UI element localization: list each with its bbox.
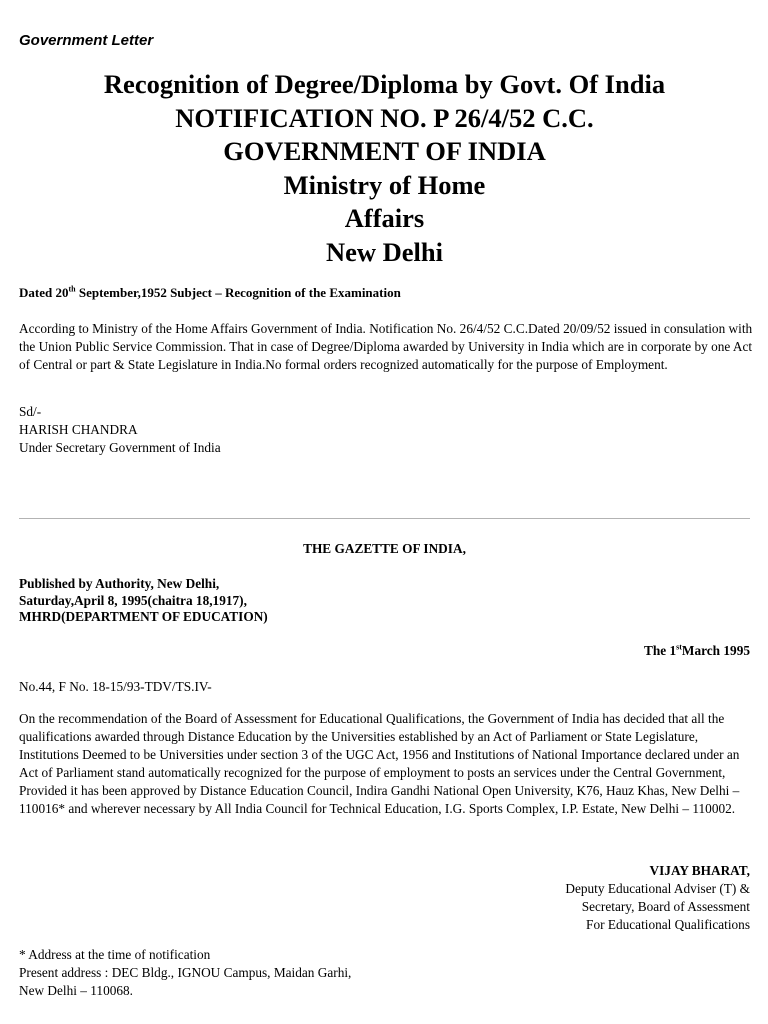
letter-signature: [19, 403, 221, 457]
document-heading: [19, 68, 750, 269]
gazette-date: [644, 643, 750, 659]
letter-date-subject: [19, 285, 401, 301]
gazette-signatory-line: Deputy Educational Adviser (T) &: [565, 881, 750, 896]
letter-body: According to Ministry of the Home Affairs Government of India. Notification No. 26/4/52 C.C.Dated 20/09/52 issued in consulation with the Union Public Service Commission. That in case of Degree/Diploma awarded by University in India which are in corporate by one Act of Central or part & State Legislature in India.No formal orders recognized automatically for the purpose of Employment.: [19, 321, 753, 372]
heading-line-title: Recognition of Degree/Diploma by Govt. Of India: [103, 69, 666, 99]
date-prefix: Dated 20: [19, 285, 69, 300]
gazette-publication-info: [19, 576, 268, 626]
heading-line-affairs: Affairs: [344, 203, 425, 233]
gazette-date-suffix: st: [676, 642, 682, 652]
signature-mark: Sd/-: [19, 404, 42, 419]
signatory-title: Under Secretary Government of India: [19, 440, 221, 455]
footnote: [19, 946, 351, 1000]
footnote-line: New Delhi – 110068.: [19, 983, 133, 998]
gazette-body: On the recommendation of the Board of Assessment for Educational Qualifications, the Government of India has decided that all the qualifications awarded through Distance Education by the Universities established by an Act of Parliament or State Legislature, Institutions Deemed to be Universities under section 3 of the UGC Act, 1956 and Institutions of National Importance declared under an Act of Parliament stand automatically recognized for the purpose of employment to posts an services under the Central Government, Provided it has been approved by Distance Education Council, Indira Gandhi National Open University, K76, Hauz Khas, New Delhi – 110016* and wherever necessary by All India Council for Technical Education, I.G. Sports Complex, I.P. Estate, New Delhi – 110002.: [19, 711, 740, 816]
heading-line-notification: NOTIFICATION NO. P 26/4/52 C.C.: [175, 102, 594, 133]
gazette-reference-number: No.44, F No. 18-15/93-TDV/TS.IV-: [19, 679, 212, 694]
heading-line-city: New Delhi: [325, 236, 444, 267]
date-subject: September,1952 Subject – Recognition of the Examination: [75, 285, 401, 300]
signatory-name: HARISH CHANDRA: [19, 422, 138, 437]
heading-line-government: GOVERNMENT OF INDIA: [223, 136, 546, 166]
gazette-signatory-name: VIJAY BHARAT,: [649, 863, 750, 878]
gazette-date-rest: March 1995: [681, 643, 750, 658]
footnote-line: * Address at the time of notification: [19, 947, 211, 962]
publication-line-department: MHRD(DEPARTMENT OF EDUCATION): [19, 609, 268, 624]
gazette-signatory-line: For Educational Qualifications: [586, 917, 750, 932]
heading-line-ministry: Ministry of Home: [283, 169, 486, 200]
publication-line-date: Saturday,April 8, 1995(chaitra 18,1917),: [19, 592, 247, 608]
footnote-line: Present address : DEC Bldg., IGNOU Campus, Maidan Garhi,: [19, 965, 352, 980]
gazette-date-prefix: The 1: [644, 643, 677, 658]
publication-line-authority: Published by Authority, New Delhi,: [19, 576, 220, 591]
date-suffix: th: [68, 284, 76, 294]
gazette-title: THE GAZETTE OF INDIA,: [303, 541, 466, 556]
section-divider: [19, 518, 750, 519]
document-type-label: Government Letter: [19, 32, 154, 49]
gazette-signatory-line: Secretary, Board of Assessment: [581, 899, 750, 914]
gazette-signature: [565, 862, 750, 934]
